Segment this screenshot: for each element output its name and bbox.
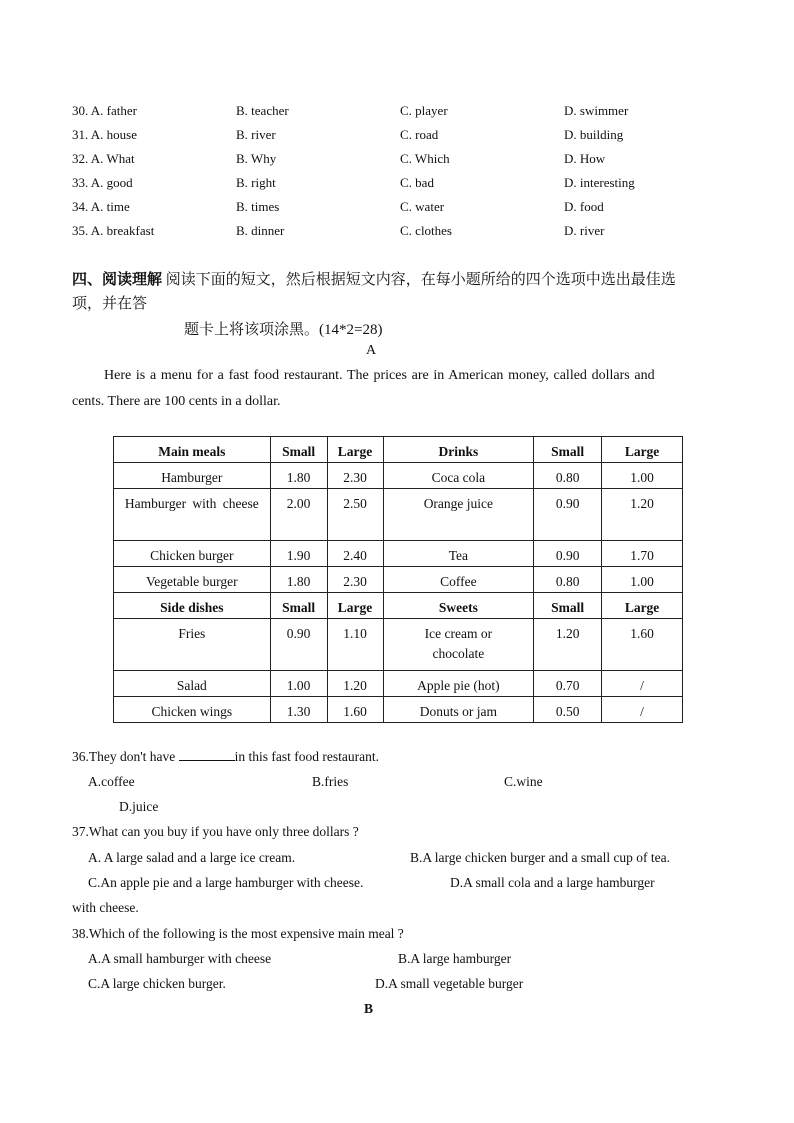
question-37-option-d: D.A small cola and a large hamburger: [450, 875, 655, 890]
option-33-d: D. interesting: [564, 175, 635, 190]
question-37-option-d-cont: with cheese.: [72, 900, 139, 915]
table-cell: 0.90: [534, 489, 602, 541]
section-instruction-line2: 项，并在答: [72, 296, 148, 312]
table-cell: /: [602, 671, 683, 697]
option-30-b: B. teacher: [236, 103, 289, 118]
table-cell: 1.00: [602, 463, 683, 489]
table-cell: Ice cream or chocolate: [383, 619, 534, 671]
table-cell: Coca cola: [383, 463, 534, 489]
col-small: Small: [534, 437, 602, 463]
table-row: [114, 489, 683, 541]
menu-table: [113, 436, 683, 723]
table-cell: 1.80: [270, 463, 327, 489]
question-37-option-b: B.A large chicken burger and a small cup of tea.: [410, 850, 671, 865]
question-38-stem: 38.Which of the following is the most expensive main meal ?: [72, 926, 404, 941]
table-cell: 1.00: [270, 671, 327, 697]
table-cell: 0.50: [534, 697, 602, 723]
passage-a-line2: cents. There are 100 cents in a dollar.: [72, 394, 281, 409]
table-cell: Vegetable burger: [114, 567, 271, 593]
table-cell: Tea: [383, 541, 534, 567]
col-small: Small: [534, 593, 602, 619]
table-cell: 0.80: [534, 463, 602, 489]
table-cell: Orange juice: [383, 489, 534, 541]
answer-blank: [179, 748, 235, 761]
menu-header-row-2: [114, 593, 683, 619]
question-38-option-b: B.A large hamburger: [398, 951, 512, 966]
table-cell: Salad: [114, 671, 271, 697]
option-34-b: B. times: [236, 199, 280, 214]
option-30-a: 30. A. father: [72, 103, 137, 118]
col-sweets: Sweets: [383, 593, 534, 619]
option-34-c: C. water: [400, 199, 445, 214]
option-32-a: 32. A. What: [72, 151, 135, 166]
col-large: Large: [602, 593, 683, 619]
table-cell: 1.70: [602, 541, 683, 567]
table-cell: Coffee: [383, 567, 534, 593]
option-33-a: 33. A. good: [72, 175, 133, 190]
table-cell: Fries: [114, 619, 271, 671]
table-cell: Apple pie (hot): [383, 671, 534, 697]
table-cell: 2.40: [327, 541, 383, 567]
section-instruction: 阅读下面的短文，然后根据短文内容，在每小题所给的四个选项中选出最佳选: [165, 272, 676, 288]
table-cell: 1.60: [602, 619, 683, 671]
option-33-b: B. right: [236, 175, 276, 190]
passage-b-label: B: [364, 1001, 374, 1016]
table-cell: 0.90: [534, 541, 602, 567]
table-cell: 2.00: [270, 489, 327, 541]
option-35-c: C. clothes: [400, 223, 452, 238]
table-cell: Chicken wings: [114, 697, 271, 723]
table-row: [114, 463, 683, 489]
question-38-option-a: A.A small hamburger with cheese: [88, 951, 272, 966]
section-instruction-line3: 题卡上将该项涂黑。(14*2=28): [184, 322, 383, 338]
table-row: [114, 567, 683, 593]
table-cell: 2.30: [327, 567, 383, 593]
table-cell: Hamburger with cheese: [114, 489, 271, 541]
table-cell: 1.00: [602, 567, 683, 593]
option-30-d: D. swimmer: [564, 103, 629, 118]
table-cell: 1.30: [270, 697, 327, 723]
table-cell: 1.20: [602, 489, 683, 541]
option-31-c: C. road: [400, 127, 439, 142]
col-small: Small: [270, 437, 327, 463]
table-row: [114, 671, 683, 697]
table-cell: 2.30: [327, 463, 383, 489]
col-main-meals: Main meals: [114, 437, 271, 463]
question-36-option-a: A.coffee: [88, 774, 135, 789]
passage-a-label: A: [366, 343, 377, 358]
option-35-a: 35. A. breakfast: [72, 223, 155, 238]
question-36-stem-a: 36.They don't have: [72, 749, 179, 764]
table-cell: 1.20: [534, 619, 602, 671]
col-drinks: Drinks: [383, 437, 534, 463]
table-cell: /: [602, 697, 683, 723]
table-cell: 0.70: [534, 671, 602, 697]
table-row: [114, 697, 683, 723]
question-36-option-d: D.juice: [119, 799, 159, 814]
col-large: Large: [327, 437, 383, 463]
question-36-option-c: C.wine: [504, 774, 543, 789]
menu-header-row: [114, 437, 683, 463]
option-35-b: B. dinner: [236, 223, 285, 238]
question-37-stem: 37.What can you buy if you have only three dollars ?: [72, 824, 359, 839]
option-31-b: B. river: [236, 127, 276, 142]
question-36-stem: [72, 748, 379, 765]
table-cell: Chicken burger: [114, 541, 271, 567]
table-cell: Hamburger: [114, 463, 271, 489]
col-large: Large: [327, 593, 383, 619]
table-row: [114, 619, 683, 671]
table-row: [114, 541, 683, 567]
option-32-c: C. Which: [400, 151, 450, 166]
option-30-c: C. player: [400, 103, 448, 118]
option-34-a: 34. A. time: [72, 199, 130, 214]
question-38-option-c: C.A large chicken burger.: [88, 976, 226, 991]
option-33-c: C. bad: [400, 175, 434, 190]
table-cell: 1.60: [327, 697, 383, 723]
table-cell: 0.90: [270, 619, 327, 671]
option-32-d: D. How: [564, 151, 606, 166]
table-cell: 2.50: [327, 489, 383, 541]
table-cell: Donuts or jam: [383, 697, 534, 723]
table-cell: 1.20: [327, 671, 383, 697]
col-side-dishes: Side dishes: [114, 593, 271, 619]
passage-a-line1: Here is a menu for a fast food restaurant. The prices are in American money, called dollars and: [104, 368, 655, 383]
table-cell: 1.10: [327, 619, 383, 671]
table-cell: 1.90: [270, 541, 327, 567]
option-34-d: D. food: [564, 199, 604, 214]
question-37-option-c: C.An apple pie and a large hamburger with cheese.: [88, 875, 364, 890]
question-37-option-a: A. A large salad and a large ice cream.: [88, 850, 296, 865]
option-31-d: D. building: [564, 127, 624, 142]
col-large: Large: [602, 437, 683, 463]
table-cell: 0.80: [534, 567, 602, 593]
question-38-option-d: D.A small vegetable burger: [375, 976, 524, 991]
col-small: Small: [270, 593, 327, 619]
section-title: 四、阅读理解: [72, 270, 163, 288]
option-32-b: B. Why: [236, 151, 277, 166]
option-35-d: D. river: [564, 223, 605, 238]
question-36-option-b: B.fries: [312, 774, 349, 789]
table-cell: 1.80: [270, 567, 327, 593]
section-heading: [72, 268, 676, 289]
option-31-a: 31. A. house: [72, 127, 137, 142]
question-36-stem-b: in this fast food restaurant.: [234, 749, 379, 764]
